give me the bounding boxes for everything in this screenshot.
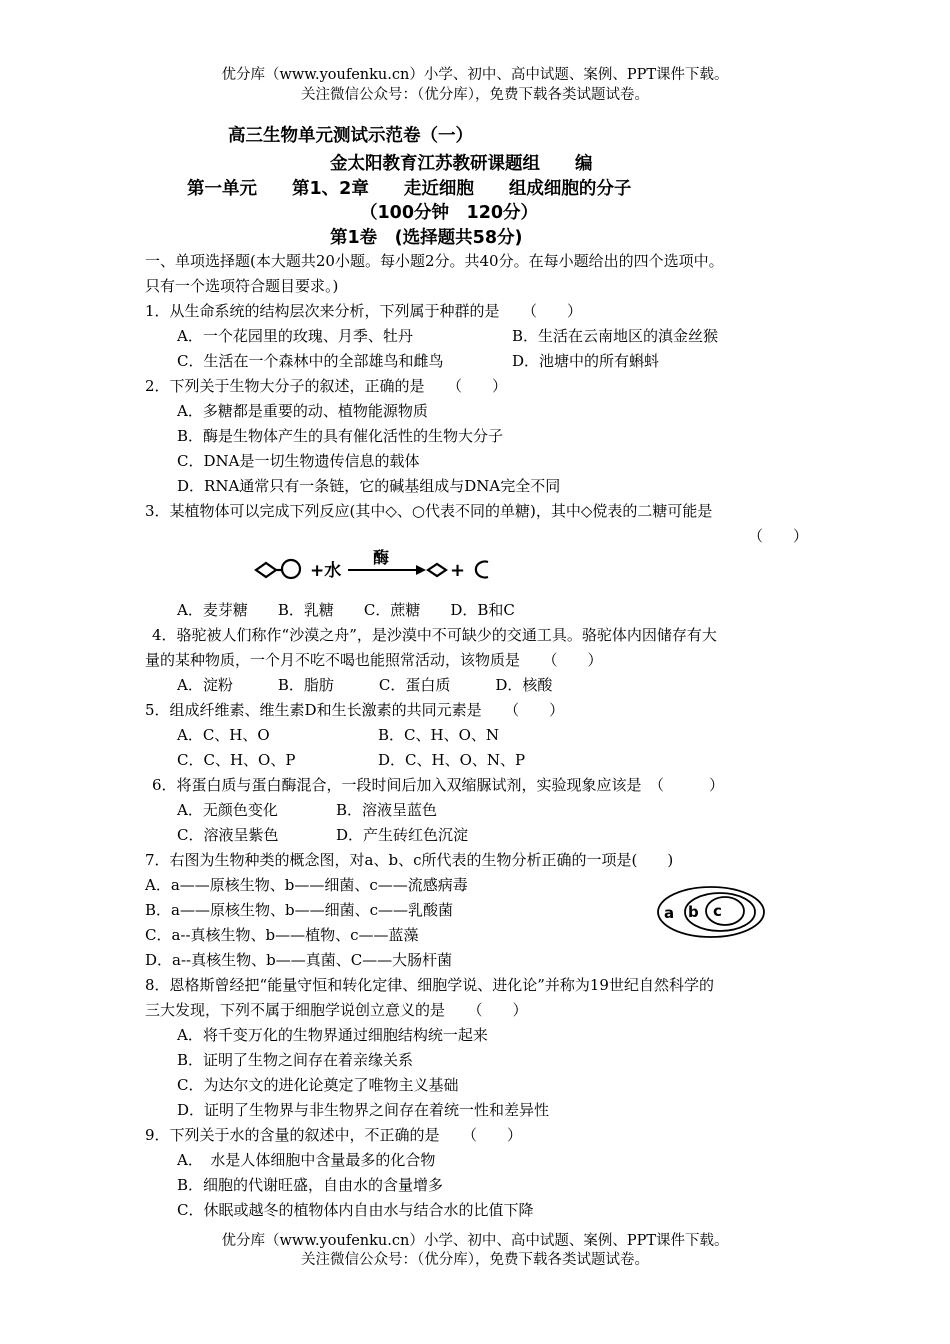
q9-option-c: C．休眠或越冬的植物体内自由水与结合水的比值下降 xyxy=(177,1201,534,1219)
part-title: 第1卷 (选择题共58分) xyxy=(330,228,523,248)
q7-option-c: C．a--真核生物、b——植物、c——蓝藻 xyxy=(145,926,419,944)
circle-sugar-icon xyxy=(282,560,300,578)
time-score-line: （100分钟 120分） xyxy=(360,203,539,223)
q8-option-d: D．证明了生物界与非生物界之间存在着统一性和差异性 xyxy=(177,1101,550,1119)
q3-stem: 3．某植物体可以完成下列反应(其中◇、○代表不同的单糖)，其中◇傥表的二糖可能是 xyxy=(145,502,713,520)
eq-enzyme-label: 酶 xyxy=(373,548,390,567)
q8-stem-2: 三大发现，下列不属于细胞学说创立意义的是 （ ） xyxy=(145,1001,528,1019)
header-line-2: 关注微信公众号：（优分库），免费下载各类试题试卷。 xyxy=(301,87,649,103)
unit-line: 第一单元 第1、2章 走近细胞 组成细胞的分子 xyxy=(187,179,632,199)
ellipse-c xyxy=(706,897,744,925)
q1-option-a: A．一个花园里的玫瑰、月季、牡丹 xyxy=(177,327,413,345)
circle-product-icon xyxy=(476,562,488,578)
q7-option-b: B．a——原核生物、b——细菌、c——乳酸菌 xyxy=(145,901,453,919)
q1-option-b: B．生活在云南地区的滇金丝猴 xyxy=(512,327,719,345)
q7-option-d: D．a--真核生物、b——真菌、C——大肠杆菌 xyxy=(145,951,453,969)
q1-option-c: C．生活在一个森林中的全部雄鸟和雌鸟 xyxy=(177,352,444,370)
label-c: c xyxy=(713,902,722,920)
eq-plus-label: + xyxy=(450,560,466,581)
editor-line: 金太阳教育江苏教研课题组 编 xyxy=(330,154,593,174)
footer-line-2: 关注微信公众号：（优分库），免费下载各类试题试卷。 xyxy=(301,1252,649,1268)
q4-options: A．淀粉 B．脂肪 C．蛋白质 D．核酸 xyxy=(177,676,553,694)
q4-stem-1: 4．骆驼被人们称作“沙漠之舟”，是沙漠中不可缺少的交通工具。骆驼体内因储存有大 xyxy=(152,626,717,644)
q7-stem: 7．右图为生物种类的概念图，对a、b、c所代表的生物分析正确的一项是( ) xyxy=(145,851,674,869)
q8-option-a: A．将千变万化的生物界通过细胞结构统一起来 xyxy=(177,1026,488,1044)
eq-water-label: +水 xyxy=(310,561,342,581)
q2-option-d: D．RNA通常只有一条链，它的碱基组成与DNA完全不同 xyxy=(177,477,561,495)
q7-option-a: A．a——原核生物、b——细菌、c——流感病毒 xyxy=(145,876,468,894)
footer-line-1: 优分库（www.youfenku.cn）小学、初中、高中试题、案例、PPT课件下载。 xyxy=(221,1233,729,1249)
section-instruction-2: 只有一个选项符合题目要求。) xyxy=(145,277,339,295)
q2-option-b: B．酶是生物体产生的具有催化活性的生物大分子 xyxy=(177,427,504,445)
q9-option-a: A． 水是人体细胞中含量最多的化合物 xyxy=(177,1151,436,1169)
section-instruction-1: 一、单项选择题(本大题共20小题。每小题2分。共40分。在每小题给出的四个选项中。 xyxy=(145,252,724,270)
q2-option-c: C．DNA是一切生物遗传信息的载体 xyxy=(177,452,420,470)
q6-option-a: A．无颜色变化 xyxy=(177,801,278,819)
header-line-1: 优分库（www.youfenku.cn）小学、初中、高中试题、案例、PPT课件下载。 xyxy=(221,67,729,83)
q9-stem: 9．下列关于水的含量的叙述中，不正确的是 （ ） xyxy=(145,1126,523,1144)
label-b: b xyxy=(688,903,699,921)
q7-concept-diagram xyxy=(655,883,770,943)
q6-option-c: C．溶液呈紫色 xyxy=(177,826,279,844)
q6-stem: 6．将蛋白质与蛋白酶混合，一段时间后加入双缩脲试剂，实验现象应该是 （ ） xyxy=(152,776,725,794)
q9-option-b: B．细胞的代谢旺盛，自由水的含量增多 xyxy=(177,1176,444,1194)
diamond-product-icon xyxy=(428,564,446,576)
q3-answer-bracket: （ ） xyxy=(748,527,809,545)
q1-option-d: D．池塘中的所有蝌蚪 xyxy=(512,352,660,370)
q1-stem: 1．从生命系统的结构层次来分析，下列属于种群的是 （ ） xyxy=(145,302,583,320)
q8-option-b: B．证明了生物之间存在着亲缘关系 xyxy=(177,1051,414,1069)
q3-reaction-figure xyxy=(240,548,495,588)
q5-stem: 5．组成纤维素、维生素D和生长激素的共同元素是 （ ） xyxy=(145,701,565,719)
q8-stem-1: 8．恩格斯曾经把“能量守恒和转化定律、细胞学说、进化论”并称为19世纪自然科学的 xyxy=(145,976,714,994)
q2-option-a: A．多糖都是重要的动、植物能源物质 xyxy=(177,402,428,420)
page-title: 高三生物单元测试示范卷（一） xyxy=(228,126,473,146)
label-a: a xyxy=(664,904,675,922)
q5-option-c: C．C、H、O、P xyxy=(177,751,296,769)
diamond-sugar-icon xyxy=(256,563,276,577)
q2-stem: 2．下列关于生物大分子的叙述，正确的是 （ ） xyxy=(145,377,508,395)
reaction-arrow-head xyxy=(416,565,426,575)
q5-option-d: D．C、H、O、N、P xyxy=(378,751,526,769)
q8-option-c: C．为达尔文的进化论奠定了唯物主义基础 xyxy=(177,1076,459,1094)
q3-options: A．麦芽糖 B．乳糖 C．蔗糖 D．B和C xyxy=(177,601,515,619)
q5-option-b: B．C、H、O、N xyxy=(378,726,500,744)
q6-option-d: D．产生砖红色沉淀 xyxy=(336,826,469,844)
q4-stem-2: 量的某种物质，一个月不吃不喝也能照常活动，该物质是 （ ） xyxy=(145,651,603,669)
q5-option-a: A．C、H、O xyxy=(177,726,270,744)
q6-option-b: B．溶液呈蓝色 xyxy=(336,801,438,819)
